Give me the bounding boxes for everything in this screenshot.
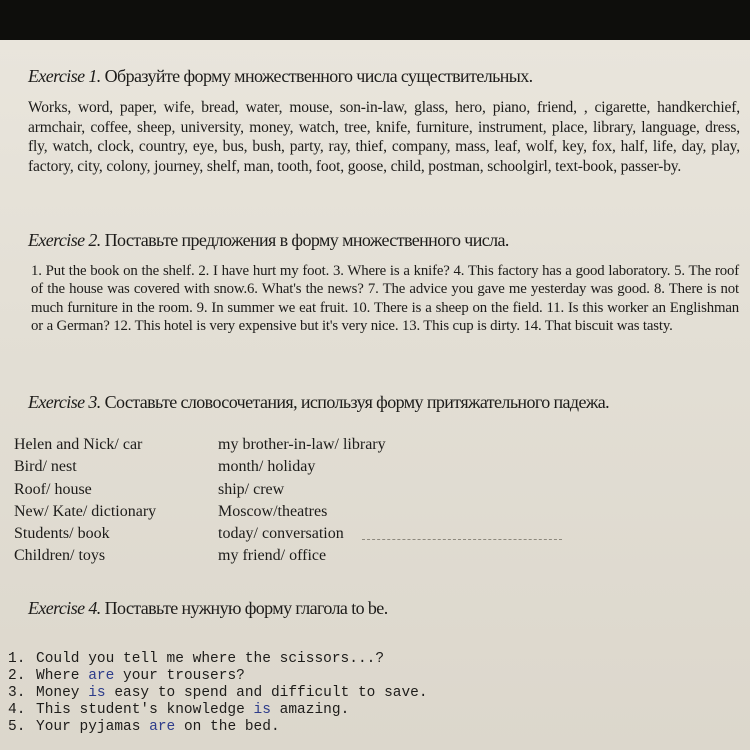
pair-right-item: month/ holiday [218, 458, 316, 476]
exercise-4-label: Exercise 4. [28, 598, 101, 618]
exercise-3-right-column [218, 434, 478, 568]
item-number: 1. [8, 651, 26, 667]
item-number: 4. [8, 702, 26, 718]
exercise-2-heading [28, 230, 509, 251]
exercise-4-instruction: Поставьте нужную форму глагола to be. [104, 598, 388, 618]
pair-left-item: New/ Kate/ dictionary [14, 502, 157, 520]
list-item [8, 685, 428, 702]
exercise-1-label: Exercise 1. [28, 66, 101, 86]
pair-right-item: my brother-in-law/ library [218, 436, 386, 453]
exercise-3-heading [28, 392, 609, 413]
exercise-3-label: Exercise 3. [28, 392, 101, 412]
exercise-2-instruction: Поставьте предложения в форму множественного числа. [104, 230, 509, 250]
worksheet-page [0, 40, 750, 750]
item-number: 2. [8, 668, 26, 684]
item-text: Could you tell me where the scissors...? [36, 651, 385, 667]
pair-left-item: Children/ toys [14, 547, 106, 565]
list-item [8, 651, 428, 668]
pencil-dash-line [362, 537, 562, 540]
exercise-2-label: Exercise 2. [28, 230, 101, 250]
item-text: Your pyjamas [36, 719, 141, 735]
pair-right-item: today/ conversation [218, 525, 344, 543]
item-number: 5. [8, 719, 26, 735]
exercise-1-word-list: Works, word, paper, wife, bread, water, mouse, son-in-law, glass, hero, piano, friend, , cigarette, handkerchief, armchair, coffee, sheep, university, money, watch, tree, knife, furniture, instrument, place, library, language, dress, fly, watch, clock, country, eye, bus, bush, party, ray, thief, company, mass, leaf, wolf, key, fox, half, life, day, play, factory, city, colony, journey, shelf, man, tooth, foot, goose, child, postman, schoolgirl, text-book, passer-by. [28, 99, 740, 175]
exercise-3-left-column [14, 434, 214, 568]
item-text-end: easy to spend and difficult to save. [114, 685, 428, 701]
exercise-1-heading [28, 66, 533, 87]
item-text: This student's knowledge [36, 702, 245, 718]
handwritten-answer: is [88, 685, 106, 701]
item-text-end: your trousers? [123, 668, 245, 684]
pair-right-item: my friend/ office [218, 547, 327, 565]
exercise-3-instruction: Составьте словосочетания, используя форму притяжательного падежа. [104, 392, 609, 412]
list-item [8, 668, 428, 685]
exercise-1-instruction: Образуйте форму множественного числа существительных. [104, 66, 533, 86]
pair-left-item: Helen and Nick/ car [14, 436, 143, 453]
exercise-4-list [8, 651, 428, 736]
pair-left-item: Roof/ house [14, 480, 92, 498]
pair-left-item: Bird/ nest [14, 458, 77, 476]
pair-right-item: ship/ crew [218, 480, 285, 498]
list-item [8, 702, 428, 719]
item-text: Money [36, 685, 80, 701]
list-item [8, 719, 428, 736]
handwritten-answer: are [88, 668, 115, 684]
item-text-end: on the bed. [183, 719, 280, 735]
handwritten-answer: are [149, 719, 176, 735]
item-number: 3. [8, 685, 26, 701]
pair-left-item: Students/ book [14, 525, 110, 543]
item-text-end: amazing. [279, 702, 350, 718]
handwritten-answer: is [253, 702, 271, 718]
item-text: Where [36, 668, 80, 684]
exercise-4-heading [28, 598, 388, 619]
exercise-2-sentences: 1. Put the book on the shelf. 2. I have hurt my foot. 3. Where is a knife? 4. This factory has a good laboratory. 5. The roof of the house was covered with snow.6. What's the news? 7. The advice you gave me yesterday was good. 8. There is not much furniture in the room. 9. In summer we eat fruit. 10. There is a sheep on the field. 11. Is this worker an Englishman or a German? 12. This hotel is very expensive but it's very nice. 13. This cup is dirty. 14. That biscuit was tasty. [31, 263, 739, 335]
pair-right-item: Moscow/theatres [218, 502, 328, 520]
